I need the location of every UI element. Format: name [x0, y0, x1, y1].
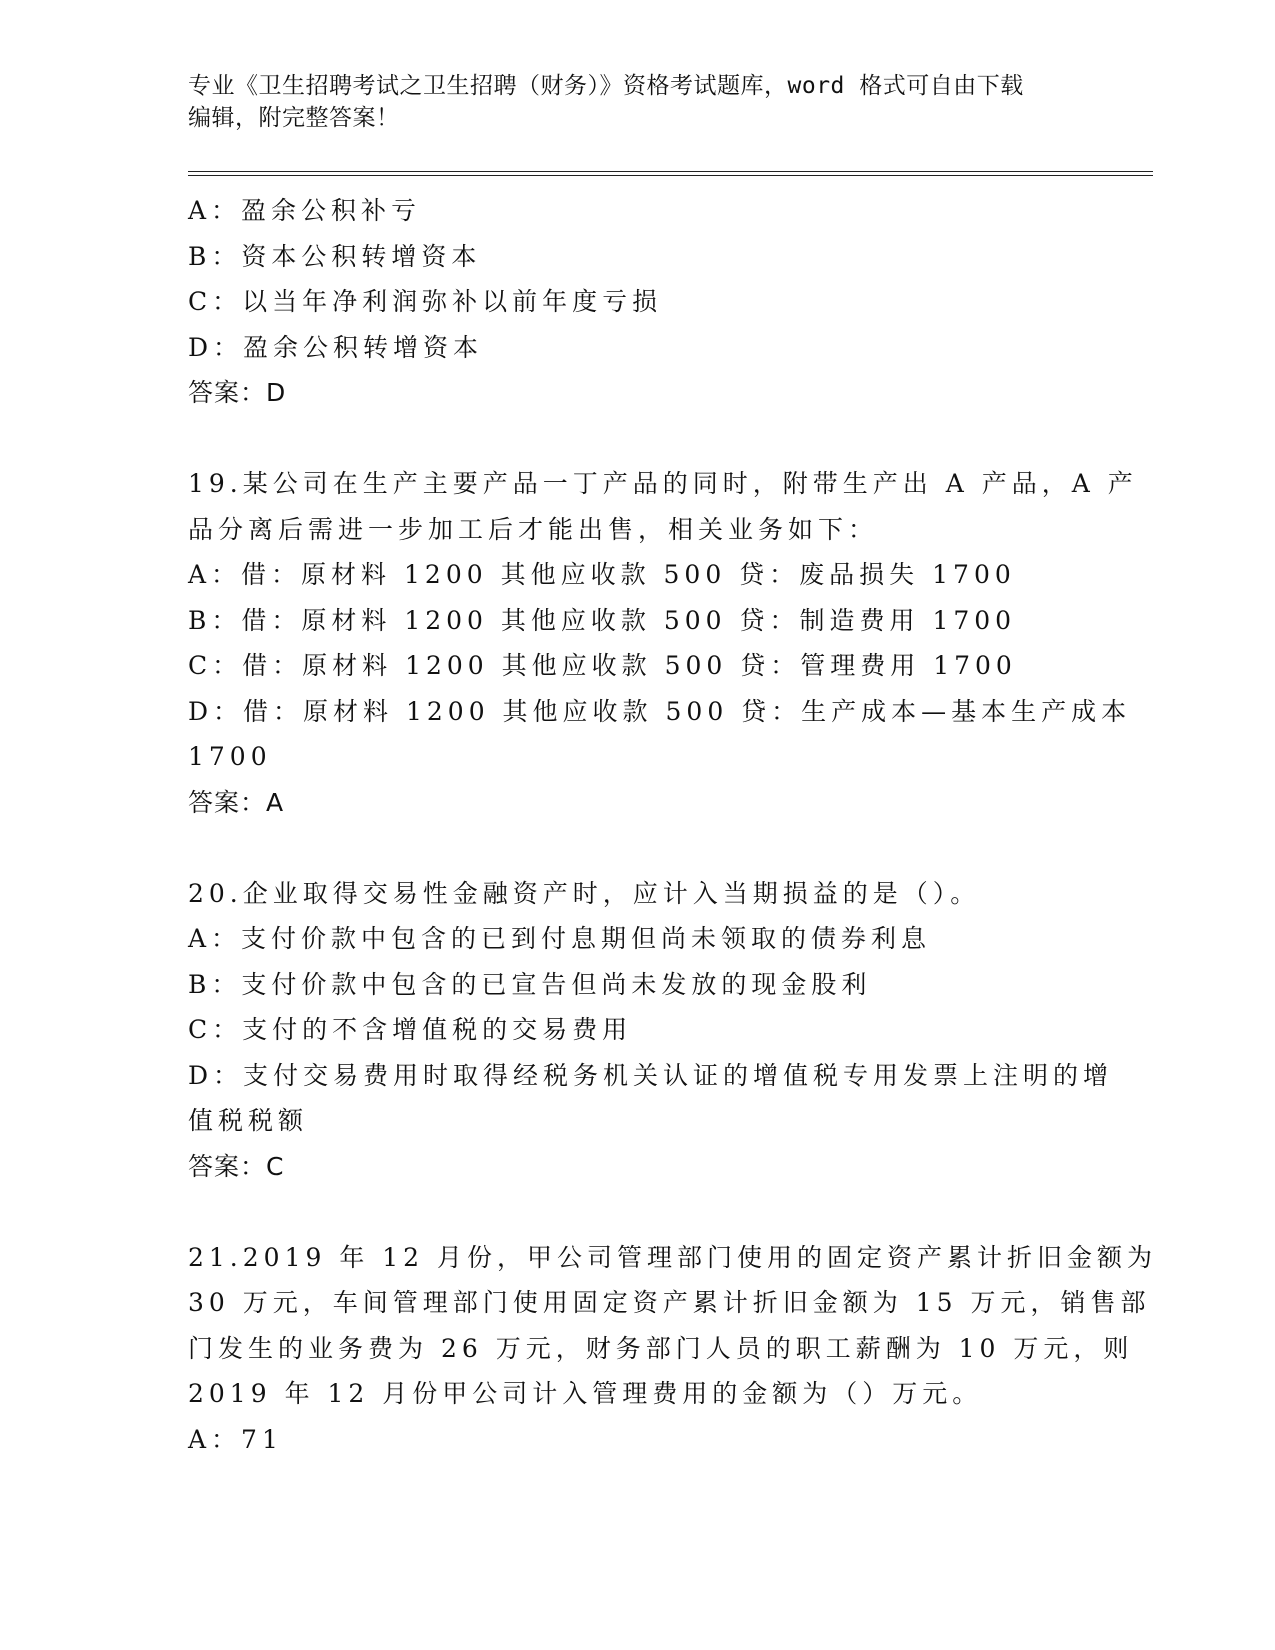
question-spacer — [188, 1189, 1088, 1235]
option-d-continuation: 值税税额 — [188, 1106, 309, 1135]
header-title-line-1: 专业《卫生招聘考试之卫生招聘（财务）》资格考试题库，word 格式可自由下载 — [188, 73, 1024, 99]
header-title-line-2: 编辑，附完整答案！ — [188, 105, 400, 131]
option-c: C：支付的不含增值税的交易费用 — [188, 1015, 633, 1044]
option-a: A：支付价款中包含的已到付息期但尚未领取的债券利息 — [188, 924, 932, 953]
option-b: B：支付价款中包含的已宣告但尚未发放的现金股利 — [188, 969, 872, 999]
question-spacer — [188, 416, 1088, 462]
question-stem-line: 品分离后需进一步加工后才能出售，相关业务如下： — [188, 514, 879, 544]
option-a: A：71 — [188, 1424, 283, 1454]
question-stem-line: 19.某公司在生产主要产品一丁产品的同时，附带生产出 A 产品，A 产 — [188, 469, 1138, 498]
option-a: A：借：原材料 1200 其他应收款 500 贷：废品损失 1700 — [188, 560, 1016, 589]
question-spacer — [188, 825, 1088, 871]
answer-line: 答案：A — [188, 787, 285, 817]
answer-line: 答案：C — [188, 1151, 285, 1181]
question-19 — [188, 461, 1138, 825]
page-header — [188, 70, 1088, 134]
option-c: C：借：原材料 1200 其他应收款 500 贷：管理费用 1700 — [188, 651, 1017, 680]
question-18 — [188, 188, 1088, 416]
option-c: C：以当年净利润弥补以前年度亏损 — [188, 287, 663, 316]
answer-line: 答案：D — [188, 378, 287, 407]
question-stem-line: 20.企业取得交易性金融资产时，应计入当期损益的是（）。 — [188, 878, 981, 908]
question-20 — [188, 871, 1114, 1190]
option-b: B：借：原材料 1200 其他应收款 500 贷：制造费用 1700 — [188, 605, 1017, 635]
question-stem-line: 21.2019 年 12 月份，甲公司管理部门使用的固定资产累计折旧金额为 — [188, 1242, 1158, 1272]
question-21 — [188, 1235, 1158, 1463]
header-divider-bottom — [188, 175, 1153, 176]
option-d: D：借：原材料 1200 其他应收款 500 贷：生产成本—基本生产成本 — [188, 696, 1132, 726]
option-b: B：资本公积转增资本 — [188, 241, 482, 271]
question-stem-line: 2019 年 12 月份甲公司计入管理费用的金额为（）万元。 — [188, 1379, 983, 1408]
option-d: D：盈余公积转增资本 — [188, 332, 484, 362]
option-d-continuation: 1700 — [188, 742, 272, 771]
option-d: D：支付交易费用时取得经税务机关认证的增值税专用发票上注明的增 — [188, 1060, 1114, 1090]
question-stem-line: 30 万元，车间管理部门使用固定资产累计折旧金额为 15 万元，销售部 — [188, 1288, 1151, 1317]
option-a: A：盈余公积补亏 — [188, 196, 422, 225]
header-divider-top — [188, 171, 1153, 172]
question-stem-line: 门发生的业务费为 26 万元，财务部门人员的职工薪酬为 10 万元，则 — [188, 1333, 1134, 1363]
question-content — [188, 188, 1158, 1462]
